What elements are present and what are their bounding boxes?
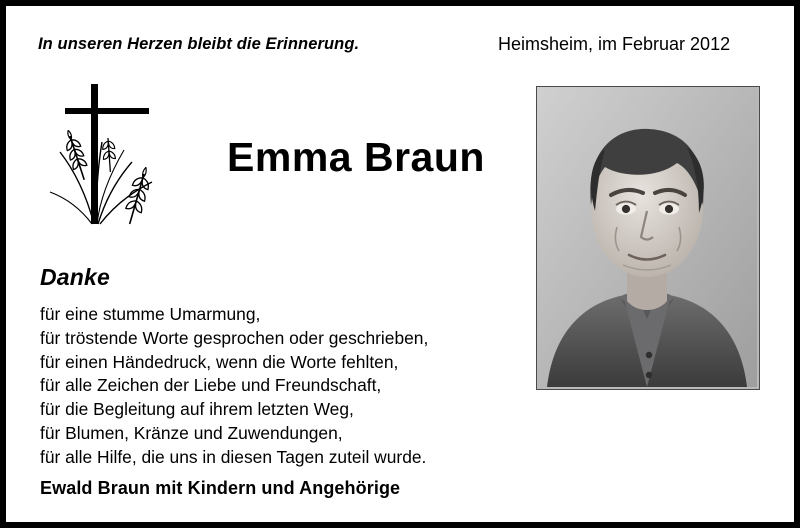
thanks-line: für eine stumme Umarmung, xyxy=(40,304,261,324)
epitaph-text: In unseren Herzen bleibt die Erinnerung. xyxy=(38,35,360,53)
thanks-heading: Danke xyxy=(40,264,111,290)
thanks-line: für die Begleitung auf ihrem letzten Weg, xyxy=(40,399,354,420)
portrait-photo xyxy=(536,86,760,390)
deceased-name: Emma Braun xyxy=(227,134,485,180)
place-and-date: Heimsheim, im Februar 2012 xyxy=(498,34,731,54)
family-signature: Ewald Braun mit Kindern und Angehörige xyxy=(40,478,401,498)
obituary-inner xyxy=(6,6,794,522)
thanks-lines xyxy=(40,303,428,470)
thanks-line: für alle Hilfe, die uns in diesen Tagen zuteil wurde. xyxy=(40,446,427,467)
thanks-line: für einen Händedruck, wenn die Worte fehlten, xyxy=(40,351,399,372)
thanks-line: für alle Zeichen der Liebe und Freundschaft, xyxy=(40,375,382,396)
cross-with-wheat-icon xyxy=(40,78,200,248)
thanks-line: für tröstende Worte gesprochen oder geschrieben, xyxy=(40,327,429,348)
thanks-line: für Blumen, Kränze und Zuwendungen, xyxy=(40,422,343,443)
